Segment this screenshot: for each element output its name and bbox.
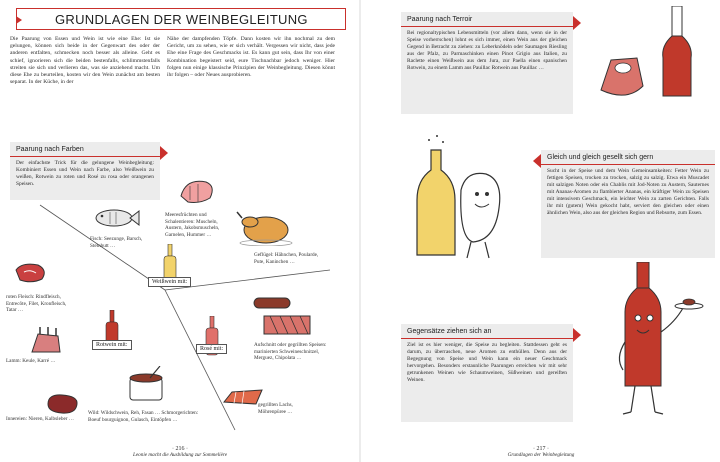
grilled-meat-icon	[262, 312, 312, 338]
page-number: · 217 ·	[533, 446, 549, 452]
box-heading: Paarung nach Terroir	[401, 12, 573, 27]
bottle-and-ham-characters-icon	[411, 130, 511, 260]
page-title-box	[16, 8, 346, 30]
running-footer: Leonie macht die Ausbildung zur Sommelière	[132, 452, 228, 458]
box-paarung-terroir	[401, 12, 573, 114]
left-page	[0, 0, 359, 462]
steak-icon	[14, 262, 48, 284]
box-heading: Gleich und gleich gesellt sich gern	[541, 150, 715, 165]
label-meeresfruechte: Meeresfrüchten und Schalentieren: Muscheln, Austern, Jakobsmuscheln, Garnelen, Hummer …	[165, 212, 220, 238]
waiter-bottle-character-icon	[611, 262, 707, 422]
label-lamm: Lamm: Keule, Karré …	[6, 358, 56, 364]
box-heading: Paarung nach Farben	[10, 142, 160, 157]
folio-left	[80, 446, 280, 458]
kidney-icon	[44, 392, 82, 416]
box-gleich-und-gleich	[541, 150, 715, 258]
box-text: Ziel ist es hier weniger, die Speise zu begleiten. Stattdessen geht es darum, zu überraschen, neue Aromen zu enthüllen. Denn aus der Begegnung von Speise und Wein kann ein neuer Geschmack hervorgehen. Besonders erstaunliche Paarungen erreichen wir mit sehr getrunkenen Weinen wie Schaumweinen, Süßweinen und gereiften Weinen.	[407, 342, 567, 383]
intro-col-1: Die Paarung von Essen und Wein ist wie eine Ehe: Ist sie gelungen, können sich beide in der Gegenwart des oder der anderen entfalten, schmecken noch besser als alleine. Geht es schief, ignorieren sich die beiden bestenfalls, schlimmstenfalls streiten sie sich und verlieren das, was sie anziehend macht. Um diese Ehe zu beurteilen, kosten wir den Wein zunächst am besten separat. In der Küche, in der	[10, 36, 160, 86]
fish-icon	[94, 208, 140, 228]
lamb-rack-icon	[28, 326, 64, 356]
box-tab-marker	[160, 146, 168, 160]
ham-icon	[597, 50, 647, 106]
box-paarung-farben	[10, 142, 160, 200]
label-weisswein: Weißwein mit:	[148, 277, 191, 287]
box-heading: Gegensätze ziehen sich an	[401, 324, 573, 339]
label-aufschnitt: Aufschnitt oder gegrillten Speisen: marinierten Schweineschnitzel, Merguez, Chipolata …	[254, 342, 327, 362]
box-text: Der einfachste Trick für die gelungene Weinbegleitung: Kombiniert Essen und Wein nach Farbe, also Weißwein zu weißen, Rotwein zu roten und Rosé zu rosa oder orangenen Speisen.	[16, 160, 154, 187]
page-number: · 216 ·	[172, 446, 188, 452]
box-tab-marker	[573, 16, 581, 30]
folio-right	[441, 446, 641, 458]
page-title: GRUNDLAGEN DER WEINBEGLEITUNG	[55, 11, 308, 27]
title-marker-icon	[16, 16, 22, 24]
box-text: Bei regionaltypischen Lebensmitteln (vor allem dann, wenn sie in der Speise vorherrschen) lohnt es sich immer, einen Wein aus der gleichen Gegend in Betracht zu ziehen: zu Leberknödeln oder Saumagen Riesling aus der Pfalz, zu Parmaschinken einen Pinot Grigio aus Italien, zu Raclette einen Weißwein aus dem Jura, zur Paella einen spanischen Rotwein, zu einem Lamm aus Pauillac Rotwein aus Pauillac …	[407, 30, 567, 71]
label-wild: Wild: Wildschwein, Reh, Fasan … Schmorgerichten: Boeuf bourguignon, Gulasch, Eintöpfen …	[88, 410, 199, 423]
label-fisch: Fisch: Seezunge, Barsch, Steinbutt …	[90, 236, 143, 249]
box-tab-marker	[533, 154, 541, 168]
shrimp-icon	[176, 176, 218, 206]
label-rotes-fleisch: roten Fleisch: Rindfleisch, Entrecôte, Filet, Kronfleisch, Tatar …	[6, 294, 67, 314]
label-rose: Rosé mit:	[196, 344, 227, 354]
sausage-icon	[252, 296, 292, 310]
box-text: Sucht in der Speise und dem Wein Gemeinsamkeiten: Fetter Wein zu fettigen Speisen, trocken zu trocken, salzig zu salzig. Etwa ein Muscadet mit salzigen Noten oder ein Chablis mit Jod-Noten zu Austern, Sauternes mit Ananas-Aromen zu flambierter Ananas, ein kräftiger Wein zu Speisen mit intensivem Geschmack, ein leichter Wein zu zarten Gerichten. Falls ihr mit (gutem) Wein gekocht habt, serviert den gleichen oder einen ähnlichen Wein, also aus der gleichen Region und Rebsorte, zum Essen.	[547, 168, 709, 216]
running-footer: Grundlagen der Weinbegleitung	[507, 452, 575, 458]
label-lachs: gegrillten Lachs, Möhrenpüree …	[258, 402, 293, 415]
box-tab-marker	[573, 328, 581, 342]
roast-chicken-icon	[236, 206, 294, 246]
red-wine-bottle-icon	[659, 6, 695, 98]
right-page	[361, 0, 720, 462]
stew-pot-icon	[126, 366, 166, 402]
label-rotwein: Rotwein mit:	[92, 340, 132, 350]
box-gegensaetze	[401, 324, 573, 422]
label-gefluegel: Geflügel: Hähnchen, Poularde, Pute, Kaninchen …	[254, 252, 319, 265]
intro-col-2: Nähe der dampfenden Töpfe. Dann kosten wir ihn nochmal zu dem Gericht, um zu sehen, wie er sich verhält. Vergessen wir nicht, dass jede Ehe eine Frage des Geschmacks ist. Es kann gut sein, dass Ihr von einer Kombination begeistert seid, eure Tischnachbar jedoch weniger. Hier folgen nun einige klassische Prinzipien der Weinbegleitung. Diesen könnt ihr folgen – oder Neues ausprobieren.	[167, 36, 335, 79]
label-innereien: Innereien: Nieren, Kalbsleber …	[6, 416, 74, 422]
